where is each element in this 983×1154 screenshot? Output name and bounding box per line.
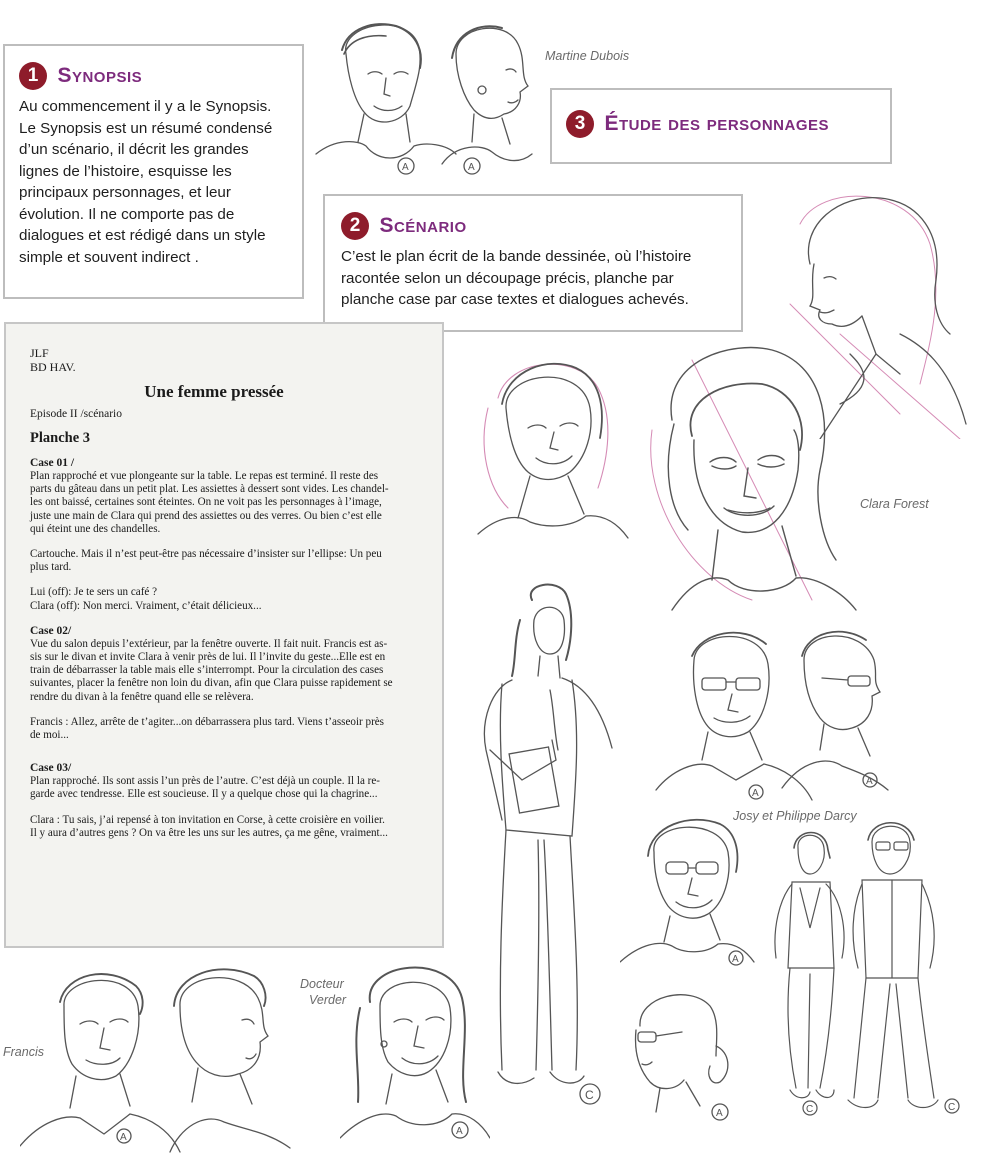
sketch-darcy-couple	[762, 818, 977, 1118]
synopsis-line: principaux personnages, et leur	[19, 184, 231, 201]
doc-title: Une femme pressée	[144, 382, 284, 401]
doc-line: Clara (off): Non merci. Vraiment, c’était délicieux...	[30, 599, 262, 612]
sketch-mark-a: A	[402, 162, 409, 173]
doc-line: Il y aura d’autres gens ? On va être les uns sur les autres, ça me gêne, vraiment...	[30, 826, 388, 839]
caption-francis: Francis	[3, 1045, 44, 1059]
doc-line: Vue du salon depuis l’extérieur, par la fenêtre ouverte. Il fait nuit. Francis est as-	[30, 637, 388, 650]
etude-number-badge: 3	[566, 110, 594, 138]
scenario-number-badge: 2	[341, 212, 369, 240]
sketch-mark-c: C	[948, 1102, 956, 1113]
sketch-mark-c: C	[806, 1104, 814, 1115]
doc-line: rendre du divan à la fenêtre quand elle se relèvera.	[30, 690, 254, 703]
caption-clara-forest: Clara Forest	[860, 497, 929, 511]
doc-line: train de débarrasser la table mais elle s’interrompt. Pour la circulation des cases	[30, 664, 384, 677]
doc-line: Cartouche. Mais il n’est peut-être pas nécessaire d’insister sur l’ellipse: Un peu	[30, 548, 382, 561]
sketch-josy-darcy-head	[620, 812, 760, 972]
scenario-line: C’est le plan écrit de la bande dessinée, où l’histoire	[341, 248, 692, 265]
sketch-mark-a: A	[866, 776, 873, 787]
caption-docteur-line1: Docteur	[300, 977, 344, 991]
synopsis-line: évolution. Il ne comporte pas de	[19, 205, 235, 223]
scenario-line: racontée selon un découpage précis, planche par	[341, 269, 674, 287]
scenario-title: Scénario	[379, 214, 467, 237]
doc-header-line: JLF	[30, 346, 49, 360]
doc-line: garde avec tendresse. Elle est soucieuse. Il y a quelque chose qui la chagrine...	[30, 788, 378, 801]
synopsis-number-badge: 1	[19, 62, 47, 90]
script-document	[4, 322, 444, 948]
doc-line: suivantes, placer la fenêtre non loin du divan, afin que Clara puisse rapidement se	[30, 677, 393, 690]
synopsis-line: d’un scénario, il décrit les grandes	[19, 141, 249, 158]
synopsis-box	[3, 44, 304, 299]
sketch-clara-large-face	[632, 340, 860, 615]
doc-line: plus tard.	[30, 561, 72, 574]
doc-header-line: BD HAV.	[30, 360, 76, 374]
sketch-philippe-darcy	[652, 620, 892, 812]
synopsis-text	[19, 96, 292, 268]
scenario-text	[341, 246, 731, 311]
doc-line: les ont baissé, certaines sont éteintes. On ne voit pas les personnages à l’image,	[30, 496, 382, 509]
doc-line: juste une main de Clara qui prend des assiettes ou des verres. Ou bien c’est elle	[30, 509, 382, 522]
doc-line: qui éteint une des chandelles.	[30, 522, 161, 535]
sketch-mark-a: A	[732, 954, 739, 965]
caption-martine-dubois: Martine Dubois	[545, 49, 630, 63]
doc-line: sis sur le divan et invite Clara à venir près de lui. Il l’invite du geste...Elle est en	[30, 651, 386, 664]
sketch-mark-c: C	[585, 1088, 594, 1102]
sketch-docteur-verder	[340, 952, 490, 1144]
doc-line: Francis : Allez, arrête de t’agiter...on débarrassera plus tard. Viens t’asseoir près	[30, 715, 385, 728]
doc-line: Plan rapproché. Ils sont assis l’un près de l’autre. C’est déjà un couple. Il la re-	[30, 775, 380, 788]
doc-line: parts du gâteau dans un petit plat. Les assiettes à dessert sont vides. Les chandel-	[30, 483, 389, 496]
sketch-mark-a: A	[456, 1126, 463, 1137]
etude-title: Étude des personnages	[604, 112, 829, 135]
doc-line: Clara : Tu sais, j’ai repensé à ton invitation en Corse, à cette croisière en voilier.	[30, 813, 385, 826]
synopsis-line: lignes de l’histoire, esquisse les	[19, 162, 232, 180]
doc-line: Plan rapproché et vue plongeante sur la table. Le repas est terminé. Il reste des	[30, 470, 379, 482]
case-01-label: Case 01 /	[30, 457, 75, 469]
sketch-mark-a: A	[752, 788, 759, 799]
caption-darcy: Josy et Philippe Darcy	[733, 809, 857, 823]
sketch-francis	[20, 962, 295, 1154]
sketch-josy-darcy-profile	[620, 976, 745, 1126]
doc-line: Lui (off): Je te sers un café ?	[30, 586, 158, 599]
case-03-label: Case 03/	[30, 762, 72, 775]
synopsis-heading	[19, 62, 292, 90]
caption-docteur-line2: Verder	[309, 993, 347, 1007]
synopsis-line: Le Synopsis est un résumé condensé	[19, 119, 273, 137]
synopsis-line: simple et souvent indirect .	[19, 248, 199, 266]
sketch-clara-three-quarter	[458, 348, 633, 543]
sketch-martine-dubois	[306, 14, 536, 184]
sketch-mark-a: A	[716, 1108, 723, 1119]
etude-personnages-box	[550, 88, 892, 164]
sketch-mark-a: A	[120, 1132, 127, 1143]
doc-planche: Planche 3	[30, 430, 91, 446]
doc-episode: Episode II /scénario	[30, 408, 122, 420]
doc-line: de moi...	[30, 729, 69, 742]
synopsis-title: Synopsis	[57, 64, 143, 87]
case-02-label: Case 02/	[30, 624, 72, 637]
scenario-line: planche case par case textes et dialogues achevés.	[341, 291, 689, 308]
synopsis-line: dialogues et est rédigé dans un style	[19, 227, 266, 244]
scenario-heading	[341, 212, 731, 240]
scenario-box	[323, 194, 743, 332]
synopsis-line: Au commencement il y a le Synopsis.	[19, 98, 272, 115]
sketch-mark-a: A	[468, 162, 475, 173]
